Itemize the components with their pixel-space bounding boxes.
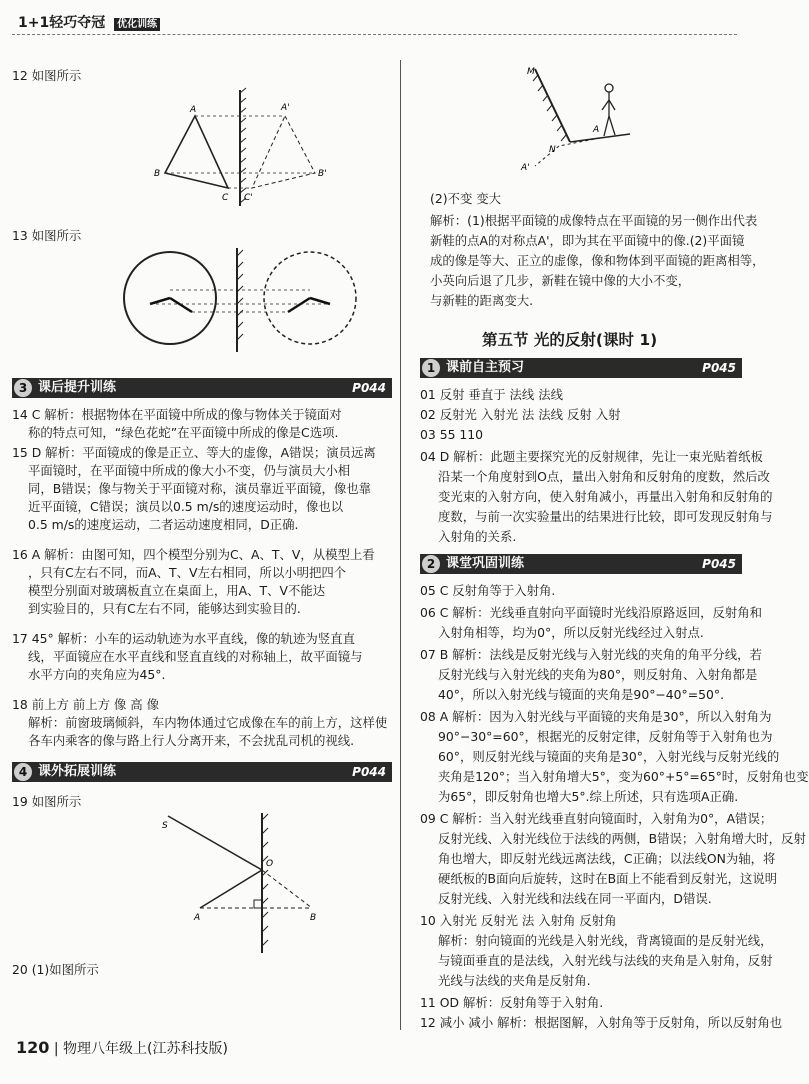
person-figure (602, 84, 615, 136)
section-4-ref: P044 (352, 765, 386, 779)
answer-line: 07 B 解析：法线是反射光线与入射光线的夹角的角平分线，若 (420, 647, 762, 662)
answer-line: 解析：(1)根据平面镜的成像特点在平面镜的另一侧作出代表 (430, 213, 758, 228)
answer-line: 变光束的入射方向，使入射角减小，再量出入射角和反射角的 (438, 489, 773, 504)
figure-19 (150, 808, 330, 958)
q20-caption: 20 (1)如图所示 (12, 962, 99, 977)
page-number: 120 (16, 1038, 50, 1057)
label-O: O (266, 859, 274, 869)
answer-line: 09 C 解析：当入射光线垂直射向镜面时，入射角为0°，A错误； (420, 811, 773, 826)
label-A-prime: A' (521, 163, 530, 173)
answer-line: 沿某一个角度射到O点，量出入射角和反射角的度数，然后改 (438, 469, 770, 484)
label-A-prime: A' (281, 103, 290, 113)
answer-line: 12 减小 减小 解析：根据图解，入射角等于反射角，所以反射角也 (420, 1015, 783, 1030)
answer-line: 水平方向的夹角应为45°. (28, 667, 166, 682)
section-4-title: 课外拓展训练 (38, 764, 117, 779)
answer-line: 0.5 m/s的速度运动，二者运动速度相同，D正确. (28, 517, 299, 532)
section-3-header (12, 378, 392, 398)
answer-line: 同，B错误；像与物关于平面镜对称，演员靠近平面镜，像也靠 (28, 481, 372, 496)
section-1-number: 1 (422, 359, 440, 377)
answer-line: 14 C 解析：根据物体在平面镜中所成的像与物体关于镜面对 (12, 407, 342, 422)
section-2-header (420, 554, 742, 574)
answer-line: 与新鞋的距离变大. (430, 293, 534, 308)
answer-line: 角也增大，即反射光线远离法线，C正确；以法线ON为轴，将 (438, 851, 776, 866)
series-title: 1+1轻巧夺冠 (18, 15, 106, 31)
section-4-header (12, 762, 392, 782)
answer-line: 03 55 110 (420, 427, 484, 442)
answer-line: 01 反射 垂直于 法线 法线 (420, 387, 564, 402)
reflected-ray (200, 870, 262, 908)
figure-12 (140, 88, 340, 208)
label-B-prime: B' (318, 169, 327, 179)
section-2-number: 2 (422, 555, 440, 573)
answer-line: 小英向后退了几步，新鞋在镜中像的大小不变， (430, 273, 691, 288)
answer-line: 平面镜时，在平面镜中所成的像大小不变，仍与演员大小相 (28, 463, 351, 478)
page-footer (16, 1038, 228, 1058)
answer-line: 06 C 解析：光线垂直射向平面镜时光线沿原路返回，反射角和 (420, 605, 763, 620)
answer-line: 40°，所以入射光线与镜面的夹角是90°−40°=50°. (438, 687, 725, 702)
answer-line: 为65°，即反射角也增大5°.综上所述，只有选项A正确. (438, 789, 739, 804)
image-hour-hand (288, 298, 310, 312)
answer-line: 16 A 解析：由图可知，四个模型分别为C、A、T、V，从模型上看 (12, 547, 375, 562)
right-angle-mark (254, 900, 262, 908)
label-C: C (222, 193, 229, 203)
section-1-header (420, 358, 742, 378)
header-rule (12, 34, 737, 36)
answer-line: 17 45° 解析：小车的运动轨迹为水平直线，像的轨迹为竖直直 (12, 631, 355, 646)
image-ray (262, 870, 312, 908)
image-triangle (252, 116, 315, 188)
answer-line: 入射角的关系. (438, 529, 517, 544)
answer-line: 入射角相等，均为0°，所以反射光线经过入射点. (438, 625, 704, 640)
answer-line: 08 A 解析：因为入射光线与平面镜的夹角是30°，所以入射角为 (420, 709, 772, 724)
footer-separator: | (53, 1041, 64, 1057)
section-3-ref: P044 (352, 381, 386, 395)
section-1-ref: P045 (702, 361, 736, 375)
section-2-ref: P045 (702, 557, 736, 571)
label-N: N (549, 145, 556, 155)
answer-line: 05 C 反射角等于入射角. (420, 583, 556, 598)
figure-20 (505, 64, 635, 189)
section-3-title: 课后提升训练 (38, 380, 117, 395)
q13-caption: 13 如图所示 (12, 228, 82, 243)
label-B: B (310, 913, 317, 923)
answer-line: 度数，与前一次实验量出的结果进行比较，即可发现反射角与 (438, 509, 773, 524)
answer-line: 11 OD 解析：反射角等于入射角. (420, 995, 604, 1010)
answer-line: 90°−30°=60°，根据光的反射定律，反射角等于入射角也为 (438, 729, 773, 744)
label-A: A (190, 105, 197, 115)
answer-line: 解析：射向镜面的光线是入射光线，背离镜面的是反射光线， (438, 933, 773, 948)
answer-line: 到实验目的，只有C左右不同，能够达到实验目的. (28, 601, 301, 616)
q19-caption: 19 如图所示 (12, 794, 82, 809)
answer-line: 与镜面垂直的是法线，入射光线与法线的夹角是入射角，反射 (438, 953, 773, 968)
label-B: B (154, 169, 161, 179)
q12-caption: 12 如图所示 (12, 68, 82, 83)
answer-line: 新鞋的点A的对称点A'，即为其在平面镜中的像.(2)平面镜 (430, 233, 745, 248)
answer-line: 反射光线与入射光线的夹角为80°，则反射角、入射角都是 (438, 667, 758, 682)
section-3-number: 3 (14, 379, 32, 397)
answer-line: 15 D 解析：平面镜成的像是正立、等大的虚像，A错误；演员远离 (12, 445, 376, 460)
answer-line: 硬纸板的B面向后旋转，这时在B面上不能看到反射光，这说明 (438, 871, 778, 886)
label-A: A (593, 125, 600, 135)
answer-line: 光线与法线的夹角是反射角. (438, 973, 591, 988)
label-C-prime: C' (244, 193, 253, 203)
section-4-number: 4 (14, 763, 32, 781)
answer-line: 04 D 解析：此题主要探究光的反射规律，先让一束光贴着纸板 (420, 449, 763, 464)
answer-line: (2)不变 变大 (430, 191, 502, 206)
real-minute-hand (150, 298, 170, 304)
column-divider (400, 60, 401, 1030)
answer-line: 02 反射光 入射光 法 法线 反射 入射 (420, 407, 621, 422)
page-header (18, 12, 160, 32)
answer-line: 成的像是等大、正立的虚像，像和物体到平面镜的距离相等， (430, 253, 765, 268)
mirror-line (535, 69, 570, 142)
section-2-title: 课堂巩固训练 (446, 556, 525, 571)
label-A: A (194, 913, 201, 923)
label-S: S (162, 821, 168, 831)
label-M: M (527, 67, 535, 77)
answer-line: 模型分别面对玻璃板直立在桌面上，用A、T、V不能达 (28, 583, 326, 598)
book-title: 物理八年级上(江苏科技版) (63, 1041, 228, 1057)
mirror-normal (559, 138, 600, 146)
answer-line: 各车内乘客的像与路上行人分离开来，不会扰乱司机的视线. (28, 733, 355, 748)
series-subtitle: 优化训练 (114, 18, 160, 31)
real-hour-hand (170, 298, 192, 312)
section-1-title: 课前自主预习 (446, 360, 525, 375)
answer-line: 反射光线、入射光线位于法线的两侧，B错误；入射角增大时，反射 (438, 831, 806, 846)
answer-line: 称的特点可知，“绿色花蛇”在平面镜中所成的像是C选项. (28, 425, 339, 440)
image-minute-hand (310, 298, 330, 304)
answer-line: 反射光线、入射光线和法线在同一平面内，D错误. (438, 891, 712, 906)
figure-13-clocks (120, 248, 360, 352)
answer-line: 线，平面镜应在水平直线和竖直直线的对称轴上，故平面镜与 (28, 649, 363, 664)
answer-line: 夹角是120°；当入射角增大5°，变为60°+5°=65°时，反射角也变 (438, 769, 809, 784)
object-triangle (165, 116, 228, 188)
answer-line: 60°，则反射光线与镜面的夹角是30°，入射光线与反射光线的 (438, 749, 780, 764)
answer-line: ，只有C左右不同，而A、T、V左右相同，所以小明把四个 (28, 565, 347, 580)
answer-line: 18 前上方 前上方 像 高 像 (12, 697, 159, 712)
answer-line: 10 入射光 反射光 法 入射角 反射角 (420, 913, 617, 928)
answer-line: 解析：前窗玻璃倾斜，车内物体通过它成像在车的前上方，这样使 (28, 715, 388, 730)
incident-ray (168, 816, 262, 870)
answer-line: 近平面镜，C错误；演员以0.5 m/s的速度运动时，像也以 (28, 499, 344, 514)
section-title: 第五节 光的反射(课时 1) (482, 331, 658, 349)
